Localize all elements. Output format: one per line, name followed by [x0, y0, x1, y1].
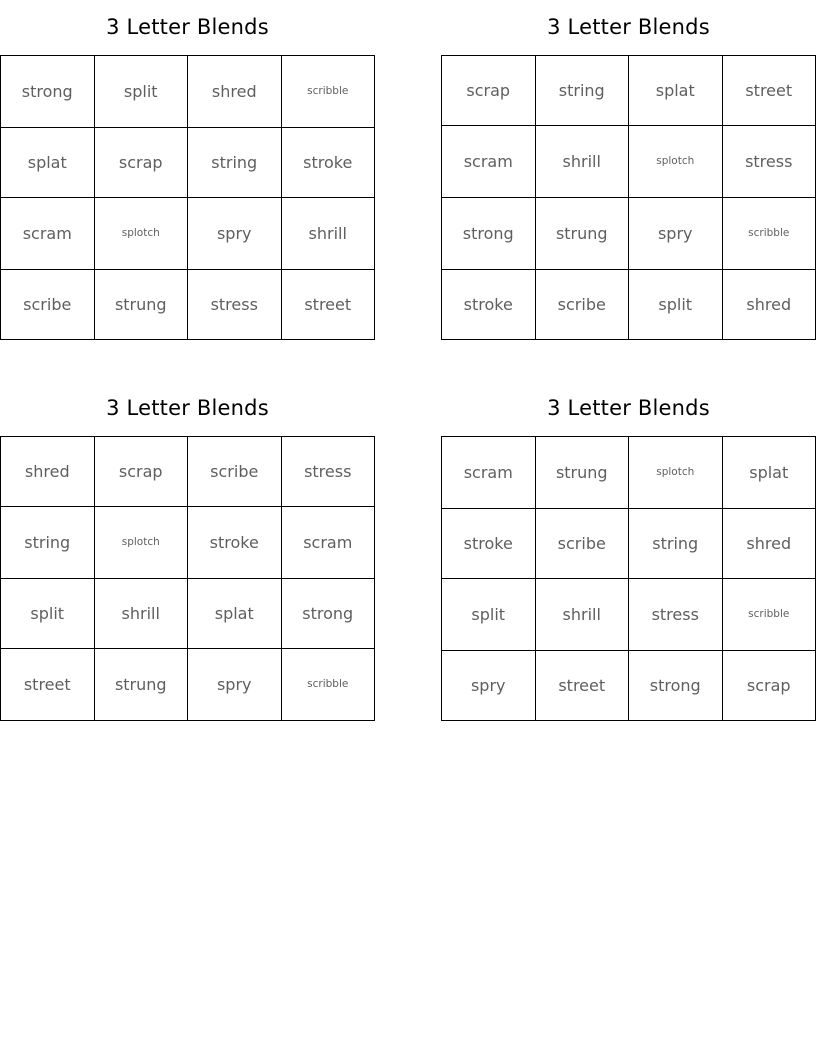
- grid-cell: scram: [1, 198, 95, 270]
- grid-cell: split: [1, 579, 95, 649]
- grid-cell: scrap: [94, 437, 188, 507]
- grid-cell: strong: [629, 651, 723, 721]
- grid-cell: split: [442, 579, 536, 651]
- grid-cell: street: [1, 649, 95, 721]
- grid-row: [1, 198, 375, 270]
- grid-row: [442, 509, 816, 579]
- grid-cell: spry: [188, 198, 282, 270]
- grid-cell: split: [94, 56, 188, 128]
- grid-cell: spry: [629, 198, 723, 270]
- grid-cell: scribe: [1, 270, 95, 340]
- grid-cell: string: [535, 56, 629, 126]
- grid-cell: scram: [442, 126, 536, 198]
- grid-cell: scribble: [722, 198, 816, 270]
- grid-cell: strong: [281, 579, 375, 649]
- grid-cell: stroke: [188, 507, 282, 579]
- grid-row: [442, 198, 816, 270]
- grid-row: [442, 56, 816, 126]
- grid-row: [1, 56, 375, 128]
- grid-cell: stroke: [281, 128, 375, 198]
- grid-cell: strong: [442, 198, 536, 270]
- card-title: 3 Letter Blends: [547, 15, 710, 39]
- grid-cell: shred: [1, 437, 95, 507]
- grid-cell: stroke: [442, 509, 536, 579]
- grid-cell: strung: [535, 198, 629, 270]
- grid-cell: scrap: [94, 128, 188, 198]
- grid-cell: splotch: [629, 126, 723, 198]
- grid-cell: string: [629, 509, 723, 579]
- word-grid: [441, 436, 816, 721]
- grid-cell: stress: [188, 270, 282, 340]
- word-grid: [441, 55, 816, 340]
- grid-cell: scram: [281, 507, 375, 579]
- grid-cell: string: [1, 507, 95, 579]
- grid-cell: street: [281, 270, 375, 340]
- card-title: 3 Letter Blends: [106, 15, 269, 39]
- grid-cell: scribble: [281, 649, 375, 721]
- word-grid: [0, 436, 375, 721]
- grid-cell: spry: [188, 649, 282, 721]
- grid-row: [442, 270, 816, 340]
- grid-row: [1, 649, 375, 721]
- grid-cell: spry: [442, 651, 536, 721]
- grid-cell: strung: [94, 649, 188, 721]
- grid-cell: scribble: [281, 56, 375, 128]
- grid-cell: street: [722, 56, 816, 126]
- grid-cell: stress: [281, 437, 375, 507]
- grid-cell: shred: [188, 56, 282, 128]
- grid-cell: scribe: [535, 509, 629, 579]
- grid-cell: strung: [535, 437, 629, 509]
- grid-cell: shrill: [281, 198, 375, 270]
- grid-cell: splotch: [629, 437, 723, 509]
- grid-cell: shrill: [535, 126, 629, 198]
- grid-row: [1, 128, 375, 198]
- grid-cell: shred: [722, 509, 816, 579]
- grid-cell: street: [535, 651, 629, 721]
- grid-cell: strung: [94, 270, 188, 340]
- grid-cell: scribble: [722, 579, 816, 651]
- grid-cell: scribe: [535, 270, 629, 340]
- grid-cell: shred: [722, 270, 816, 340]
- grid-cell: splotch: [94, 507, 188, 579]
- grid-cell: string: [188, 128, 282, 198]
- word-grid: [0, 55, 375, 340]
- grid-row: [1, 579, 375, 649]
- grid-cell: scram: [442, 437, 536, 509]
- grid-cell: shrill: [535, 579, 629, 651]
- grid-cell: strong: [1, 56, 95, 128]
- grid-cell: scribe: [188, 437, 282, 507]
- grid-cell: stroke: [442, 270, 536, 340]
- grid-row: [442, 126, 816, 198]
- grid-cell: splat: [722, 437, 816, 509]
- grid-cell: stress: [722, 126, 816, 198]
- grid-row: [442, 651, 816, 721]
- grid-cell: shrill: [94, 579, 188, 649]
- grid-cell: splat: [188, 579, 282, 649]
- grid-row: [442, 579, 816, 651]
- grid-row: [1, 507, 375, 579]
- grid-cell: splotch: [94, 198, 188, 270]
- grid-cell: splat: [1, 128, 95, 198]
- grid-row: [1, 437, 375, 507]
- grid-cell: scrap: [722, 651, 816, 721]
- grid-cell: splat: [629, 56, 723, 126]
- card-title: 3 Letter Blends: [547, 396, 710, 420]
- grid-row: [1, 270, 375, 340]
- grid-row: [442, 437, 816, 509]
- grid-cell: stress: [629, 579, 723, 651]
- grid-cell: split: [629, 270, 723, 340]
- card-title: 3 Letter Blends: [106, 396, 269, 420]
- grid-cell: scrap: [442, 56, 536, 126]
